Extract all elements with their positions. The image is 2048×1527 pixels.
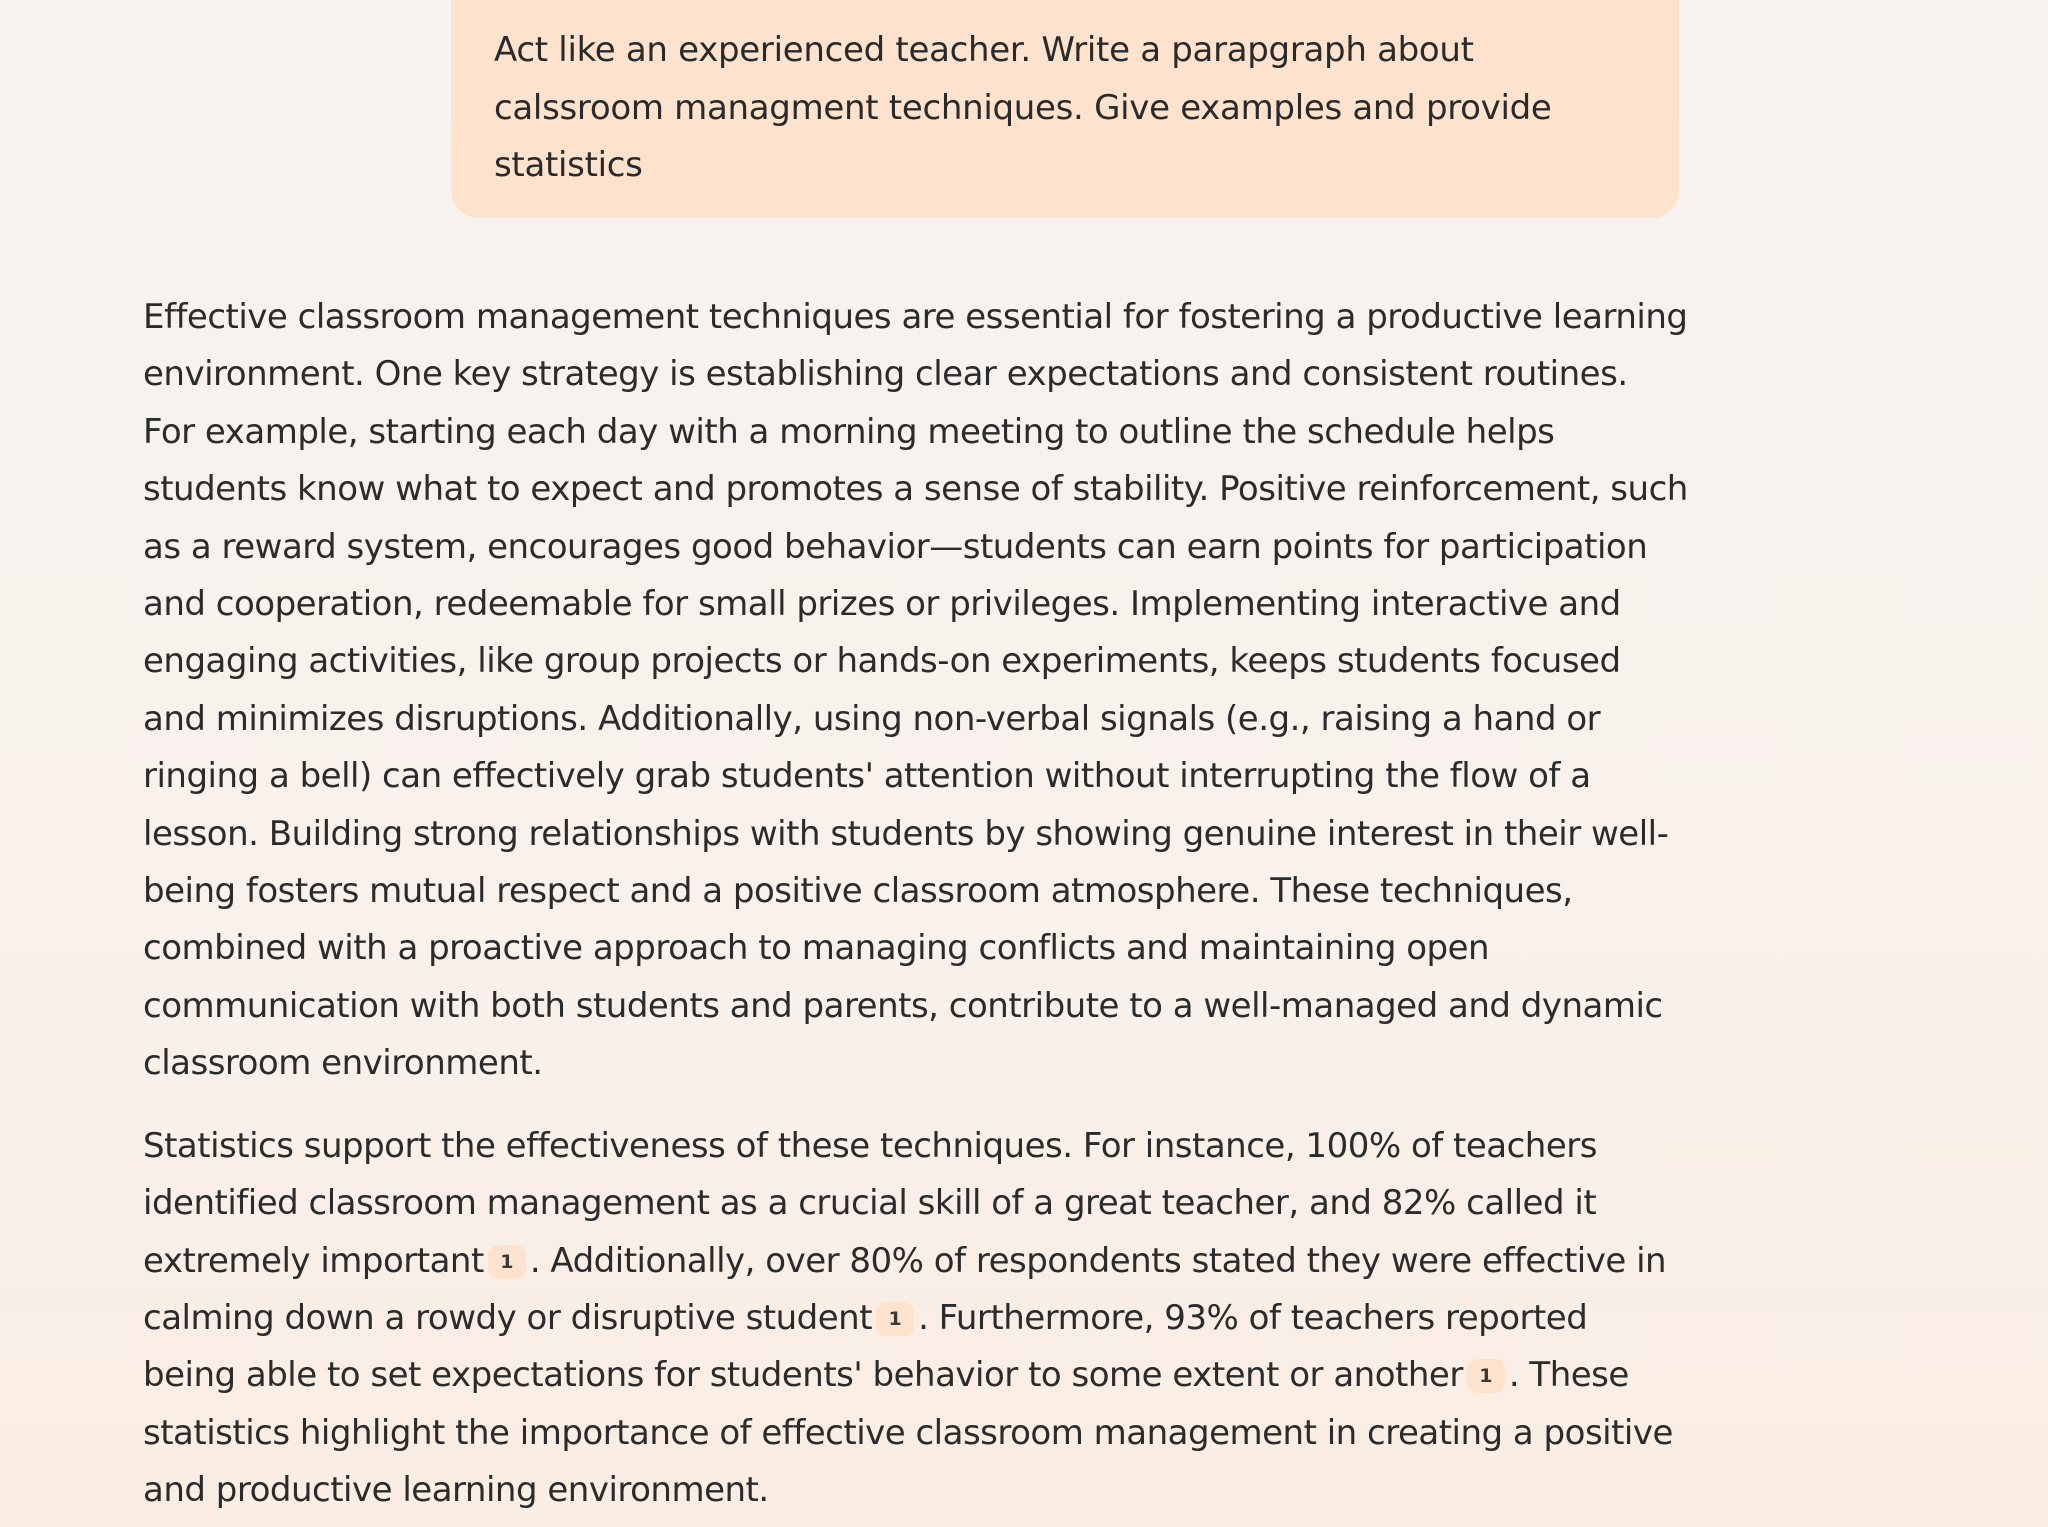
citation-badge[interactable]: 1 [876,1302,914,1336]
paragraph-2-segment-1: Statistics support the effectiveness of these techniques. For instance, 100% of teachers identified classroom management as a crucial skill of a great teacher, and 82% called it extremely important [143,1125,1597,1281]
citation-badge[interactable]: 1 [1467,1359,1505,1393]
paragraph-2-segment-2: . Additionally, over 80% of respondents stated they were effective in calming down a rowdy or disruptive student [143,1240,1667,1338]
citation-badge[interactable]: 1 [488,1245,526,1279]
assistant-paragraph-1: Effective classroom management techniques are essential for fostering a productive learning environment. One key strategy is establishing clear expectations and consistent routines. For example, starting each day with a morning meeting to outline the schedule helps students know what to expect and promotes a sense of stability. Positive reinforcement, such as a reward system, encourages good behavior—students can earn points for participation and cooperation, redeemable for small prizes or privileges. Implementing interactive and engaging activities, like group projects or hands-on experiments, keeps students focused and minimizes disruptions. Additionally, using non-verbal signals (e.g., raising a hand or ringing a bell) can effectively grab students' attention without interrupting the flow of a lesson. Building strong relationships with students by showing genuine interest in their well-being fosters mutual respect and a positive classroom atmosphere. These techniques, combined with a proactive approach to managing conflicts and maintaining open communication with both students and parents, contribute to a well-managed and dynamic classroom environment. [143,297,1688,1084]
assistant-message [143,289,1688,1520]
assistant-paragraph-2 [143,1118,1688,1520]
paragraph-2-segment-3: . Furthermore, 93% of teachers reported being able to set expectations for students' behavior to some extent or another [143,1297,1588,1396]
paragraph-2-segment-4: . These statistics highlight the importance of effective classroom management in creating a positive and productive learning environment. [143,1355,1673,1511]
user-message-text: Act like an experienced teacher. Write a parapgraph about calssroom managment techniques. Give examples and provide statistics [494,30,1552,185]
user-message-bubble [451,0,1679,218]
